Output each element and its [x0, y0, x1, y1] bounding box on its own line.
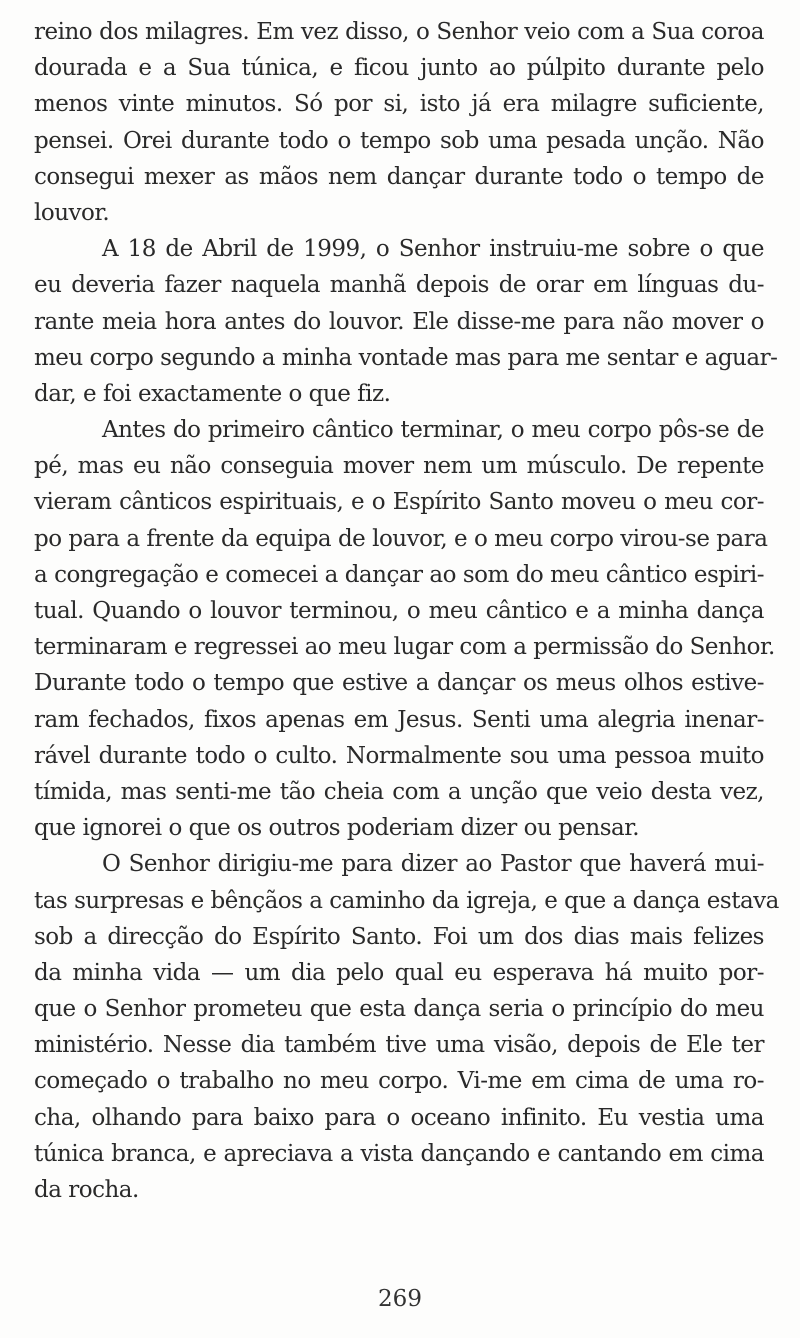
text-line: meu corpo segundo a minha vontade mas para me sentar e aguar-	[34, 344, 778, 371]
body-text	[34, 14, 779, 1208]
text-line: menos vinte minutos. Só por si, isto já era milagre suficiente,	[34, 91, 764, 118]
paragraph	[34, 14, 764, 231]
text-line: a congregação e comecei a dançar ao som do meu cântico espiri-	[34, 561, 764, 588]
text-line: Antes do primeiro cântico terminar, o meu corpo pôs-se de	[102, 417, 764, 444]
text-line: louvor.	[34, 199, 110, 226]
text-line: terminaram e regressei ao meu lugar com a permissão do Senhor.	[34, 634, 775, 661]
text-line: cha, olhando para baixo para o oceano infinito. Eu vestia uma	[34, 1104, 764, 1131]
text-line: reino dos milagres. Em vez disso, o Senhor veio com a Sua coroa	[34, 19, 764, 45]
paragraph	[34, 846, 779, 1208]
text-line: Durante todo o tempo que estive a dançar os meus olhos estive-	[34, 670, 764, 697]
text-line: pé, mas eu não conseguia mover nem um músculo. De repente	[34, 453, 764, 480]
text-line: dar, e foi exactamente o que fiz.	[34, 380, 391, 407]
text-line: consegui mexer as mãos nem dançar durante todo o tempo de	[34, 163, 764, 190]
text-line: tímida, mas senti-me tão cheia com a unção que veio desta vez,	[34, 778, 764, 805]
text-line: sob a direcção do Espírito Santo. Foi um dos dias mais felizes	[34, 923, 764, 950]
text-line: dourada e a Sua túnica, e ficou junto ao púlpito durante pelo	[34, 55, 764, 82]
text-line: ministério. Nesse dia também tive uma visão, depois de Ele ter	[34, 1032, 764, 1059]
text-line: que ignorei o que os outros poderiam dizer ou pensar.	[34, 815, 640, 842]
text-line: eu deveria fazer naquela manhã depois de orar em línguas du-	[34, 272, 764, 299]
page-number: 269	[378, 1286, 422, 1312]
text-line: vieram cânticos espirituais, e o Espírito Santo moveu o meu cor-	[34, 489, 764, 516]
text-line: da minha vida — um dia pelo qual eu esperava há muito por-	[34, 959, 764, 986]
paragraph	[34, 231, 778, 412]
paragraph	[34, 412, 775, 846]
text-line: da rocha.	[34, 1177, 139, 1203]
text-line: que o Senhor prometeu que esta dança seria o princípio do meu	[34, 996, 764, 1023]
text-line: tas surpresas e bênçãos a caminho da igreja, e que a dança estava	[34, 887, 779, 914]
text-line: A 18 de Abril de 1999, o Senhor instruiu-me sobre o que	[102, 236, 764, 263]
text-line: po para a frente da equipa de louvor, e o meu corpo virou-se para	[34, 525, 768, 552]
text-line: tual. Quando o louvor terminou, o meu cântico e a minha dança	[34, 598, 764, 624]
text-line: pensei. Orei durante todo o tempo sob uma pesada unção. Não	[34, 127, 764, 154]
text-line: rável durante todo o culto. Normalmente sou uma pessoa muito	[34, 742, 764, 769]
text-line: começado o trabalho no meu corpo. Vi-me em cima de uma ro-	[34, 1068, 764, 1095]
text-line: O Senhor dirigiu-me para dizer ao Pastor que haverá mui-	[102, 851, 764, 878]
text-line: ram fechados, fixos apenas em Jesus. Senti uma alegria inenar-	[34, 706, 764, 733]
text-line: túnica branca, e apreciava a vista dançando e cantando em cima	[34, 1140, 764, 1167]
text-line: rante meia hora antes do louvor. Ele disse-me para não mover o	[34, 308, 764, 335]
